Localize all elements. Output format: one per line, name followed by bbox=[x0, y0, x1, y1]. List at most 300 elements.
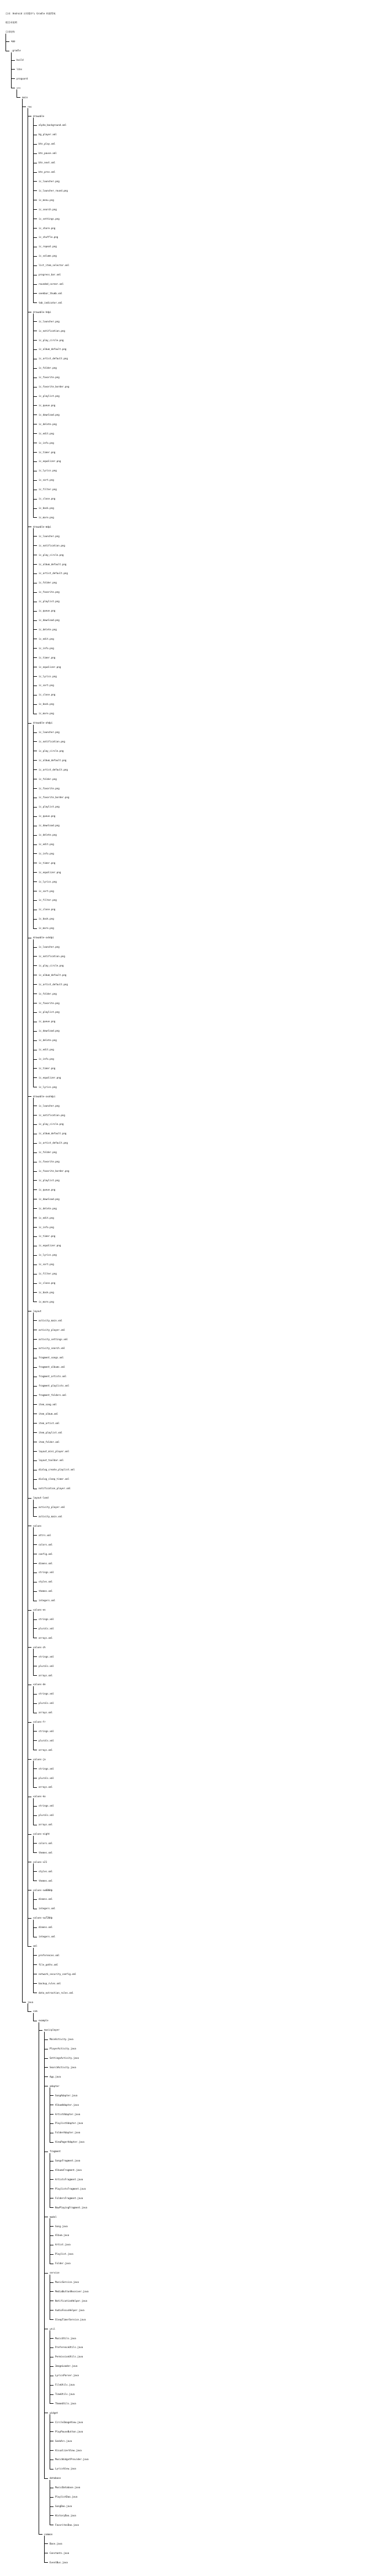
tree-item: MediaButtonReceiver.java bbox=[55, 2290, 89, 2293]
tree-item: ic_notification.png bbox=[39, 954, 65, 958]
tree-item: PlayerActivity.java bbox=[50, 2047, 76, 2051]
tree-item: strings.xml bbox=[39, 1571, 54, 1574]
tree-item: ic_notification.png bbox=[39, 544, 65, 547]
tree-connector bbox=[33, 1740, 37, 1741]
tree-item: item_song.xml bbox=[39, 1403, 57, 1406]
tree-connector bbox=[33, 984, 37, 985]
tree-item: ic_folder.png bbox=[39, 581, 57, 585]
tree-item: dialog_create_playlist.xml bbox=[39, 1468, 75, 1472]
tree-connector bbox=[39, 2030, 42, 2031]
tree-connector bbox=[33, 1189, 37, 1190]
tree-connector bbox=[28, 1096, 31, 1097]
tree-branch-line bbox=[33, 1313, 34, 1488]
tree-item: backup_rules.xml bbox=[39, 1982, 61, 1985]
tree-connector bbox=[50, 2450, 53, 2451]
tree-item: styles.xml bbox=[39, 1580, 53, 1584]
tree-item: EventBus.java bbox=[50, 2561, 68, 2564]
tree-item: common bbox=[44, 2532, 53, 2536]
tree-connector bbox=[33, 461, 37, 462]
tree-item: NotificationHelper.java bbox=[55, 2299, 87, 2302]
tree-item: ImageLoader.java bbox=[55, 2365, 78, 2368]
tree-item: ic_queue.png bbox=[39, 403, 56, 407]
tree-item: values-ja bbox=[33, 1757, 46, 1761]
tree-item: ic_timer.png bbox=[39, 861, 56, 864]
tree-item: drawable bbox=[33, 114, 45, 118]
tree-item: MusicUtils.java bbox=[55, 2336, 76, 2340]
tree-item: ArtistAdapter.java bbox=[55, 2112, 81, 2116]
tree-connector bbox=[33, 293, 37, 294]
tree-connector bbox=[33, 1115, 37, 1116]
tree-branch-line bbox=[33, 1920, 34, 1937]
tree-item: ic_lyrics.png bbox=[39, 880, 57, 883]
tree-connector bbox=[50, 2319, 53, 2320]
tree-connector bbox=[33, 1852, 37, 1853]
tree-item: ic_launcher.png bbox=[39, 534, 60, 538]
tree-item: ic_volume.png bbox=[39, 254, 57, 258]
tree-connector bbox=[33, 872, 37, 873]
tree-item: activity_main.xml bbox=[39, 1319, 62, 1322]
tree-item: ic_play_circle.png bbox=[39, 749, 64, 752]
tree-item: ic_playlist.png bbox=[39, 600, 60, 603]
tree-item: ic_equalizer.png bbox=[39, 1244, 61, 1247]
tree-connector bbox=[33, 1040, 37, 1041]
tree-item: Constants.java bbox=[50, 2551, 69, 2554]
tree-connector bbox=[50, 2123, 53, 2124]
tree-item: fragment_albums.xml bbox=[39, 1366, 65, 1369]
tree-item: ic_info.png bbox=[39, 1058, 54, 1061]
tree-item: integers.xml bbox=[39, 1599, 56, 1602]
tree-item: ic_back.png bbox=[39, 1290, 54, 1294]
tree-connector bbox=[33, 1815, 37, 1816]
tree-branch-line bbox=[22, 99, 23, 2002]
tree-connector bbox=[39, 2534, 42, 2535]
tree-connector bbox=[33, 1451, 37, 1452]
tree-item: MusicDatabase.java bbox=[55, 2486, 81, 2489]
tree-connector bbox=[33, 844, 37, 845]
tree-connector bbox=[33, 1899, 37, 1900]
tree-item: arrays.xml bbox=[39, 1823, 53, 1826]
tree-connector bbox=[50, 2207, 53, 2208]
tree-item: plurals.xml bbox=[39, 1776, 54, 1780]
tree-connector bbox=[33, 1656, 37, 1657]
tree-connector bbox=[33, 1255, 37, 1256]
tree-item: fragment_playlists.xml bbox=[39, 1384, 69, 1388]
tree-item: ic_album_default.png bbox=[39, 758, 67, 762]
tree-connector bbox=[50, 2515, 53, 2516]
tree-item: drawable-xxxhdpi bbox=[33, 1095, 56, 1098]
tree-item: Base.java bbox=[50, 2542, 62, 2545]
tree-item: ic_download.png bbox=[39, 1029, 60, 1033]
tree-connector bbox=[33, 1871, 37, 1872]
tree-connector bbox=[33, 592, 37, 593]
tree-connector bbox=[44, 2273, 48, 2274]
tree-item: MusicWidgetProvider.java bbox=[55, 2458, 89, 2461]
tree-connector bbox=[28, 1834, 31, 1835]
tree-item: ic_timer.png bbox=[39, 450, 56, 454]
tree-item: ic_more.png bbox=[39, 1300, 54, 1303]
tree-item: strings.xml bbox=[39, 1729, 54, 1733]
tree-item: values bbox=[33, 1524, 42, 1527]
tree-connector bbox=[33, 816, 37, 817]
tree-item: HistoryDao.java bbox=[55, 2514, 76, 2517]
tree-item: drawable-mdpi bbox=[33, 525, 51, 528]
tree-connector bbox=[33, 1964, 37, 1965]
tree-item: ic_album_default.png bbox=[39, 348, 67, 351]
tree-connector bbox=[33, 368, 37, 369]
tree-item: PlaylistDao.java bbox=[55, 2495, 78, 2499]
tree-connector bbox=[33, 340, 37, 341]
tree-branch-line bbox=[33, 1686, 34, 1713]
tree-item: PlaylistAdapter.java bbox=[55, 2122, 83, 2125]
tree-item: ic_favorite.png bbox=[39, 1160, 60, 1164]
tree-connector bbox=[33, 302, 37, 303]
tree-item: ic_info.png bbox=[39, 1225, 54, 1229]
tree-item: PlayPauseButton.java bbox=[55, 2430, 83, 2433]
tree-connector bbox=[33, 835, 37, 836]
tree-connector bbox=[33, 629, 37, 630]
tree-connector bbox=[28, 1498, 31, 1499]
tree-item: rounded_corner.xml bbox=[39, 283, 64, 286]
tree-item: ic_delete.png bbox=[39, 628, 57, 631]
tree-connector bbox=[50, 2506, 53, 2507]
tree-item: ic_artist_default.png bbox=[39, 982, 68, 986]
tree-connector bbox=[33, 1694, 37, 1695]
tree-item: Artist.java bbox=[55, 2243, 71, 2246]
tree-connector bbox=[33, 611, 37, 612]
tree-item: ic_edit.png bbox=[39, 1048, 54, 1051]
tree-connector bbox=[50, 2114, 53, 2115]
tree-item: ic_back.png bbox=[39, 507, 54, 510]
tree-item: ic_favorite_border.png bbox=[39, 385, 69, 389]
tree-item: TimeUtils.java bbox=[55, 2393, 75, 2396]
tree-connector bbox=[33, 1703, 37, 1704]
tree-connector bbox=[33, 321, 37, 322]
tree-item: ic_folder.png bbox=[39, 992, 57, 995]
tree-item: ic_repeat.png bbox=[39, 245, 57, 248]
tree-connector bbox=[33, 190, 37, 191]
tree-connector bbox=[44, 2039, 48, 2040]
tree-item: ic_launcher.png bbox=[39, 320, 60, 323]
tree-item: VisualizerView.java bbox=[55, 2448, 82, 2452]
tree-item: values-sw720dp bbox=[33, 1916, 53, 1920]
tree-item: ViewPagerAdapter.java bbox=[55, 2141, 84, 2144]
tree-connector bbox=[33, 704, 37, 705]
tree-item: layout_mini_player.xml bbox=[39, 1449, 69, 1453]
tree-connector bbox=[33, 1208, 37, 1209]
tree-item: ic_launcher.png bbox=[39, 946, 60, 949]
tree-connector bbox=[33, 919, 37, 920]
tree-connector bbox=[50, 2254, 53, 2255]
tree-connector bbox=[33, 237, 37, 238]
tree-item: ic_equalizer.png bbox=[39, 1076, 61, 1079]
tree-item: NowPlayingFragment.java bbox=[55, 2206, 87, 2209]
tree-connector bbox=[33, 732, 37, 733]
tree-item: values-sw600dp bbox=[33, 1888, 53, 1892]
tree-item: app bbox=[11, 40, 15, 43]
tree-connector bbox=[33, 1077, 37, 1078]
tree-connector bbox=[50, 2179, 53, 2180]
tree-connector bbox=[33, 1236, 37, 1237]
tree-item: ic_back.png bbox=[39, 703, 54, 706]
tree-connector bbox=[33, 1983, 37, 1984]
tree-connector bbox=[33, 1012, 37, 1013]
tree-item: ic_play_circle.png bbox=[39, 338, 64, 342]
tree-item: ic_album_default.png bbox=[39, 1132, 67, 1135]
tree-item: preferences.xml bbox=[39, 1953, 60, 1957]
tree-item: config.xml bbox=[39, 1552, 53, 1555]
tree-item: ic_close.png bbox=[39, 693, 56, 697]
tree-item: colors.xml bbox=[39, 1543, 53, 1546]
tree-item: dialog_sleep_timer.xml bbox=[39, 1478, 69, 1481]
tree-item: plurals.xml bbox=[39, 1664, 54, 1667]
tree-connector bbox=[33, 1563, 37, 1564]
tree-connector bbox=[33, 1787, 37, 1788]
tree-connector bbox=[33, 1152, 37, 1153]
tree-item: alpha_background.xml bbox=[39, 124, 67, 127]
tree-item: model bbox=[50, 2215, 57, 2218]
tree-item: ArtistsFragment.java bbox=[55, 2177, 83, 2181]
tree-item: SongsFragment.java bbox=[55, 2159, 81, 2163]
tree-item: values-night bbox=[33, 1833, 50, 1836]
tree-connector bbox=[50, 2310, 53, 2311]
tree-item: ic_launcher.png bbox=[39, 1104, 60, 1107]
tree-item: PermissionUtils.java bbox=[55, 2355, 83, 2359]
tree-branch-line bbox=[33, 725, 34, 928]
tree-connector bbox=[33, 1955, 37, 1956]
tree-item: ic_edit.png bbox=[39, 637, 54, 640]
tree-connector bbox=[11, 69, 15, 70]
tree-connector bbox=[50, 2497, 53, 2498]
tree-item: build bbox=[17, 59, 24, 62]
tree-item: ic_favorite.png bbox=[39, 787, 60, 790]
tree-item: arrays.xml bbox=[39, 1636, 53, 1639]
tree-connector bbox=[33, 807, 37, 808]
tree-item: AudioFocusHelper.java bbox=[55, 2308, 84, 2312]
tree-connector bbox=[33, 144, 37, 145]
tree-connector bbox=[50, 2291, 53, 2292]
tree-item: ic_filter.png bbox=[39, 488, 57, 491]
tree-item: ic_play_circle.png bbox=[39, 553, 64, 556]
tree-item: ic_sort.png bbox=[39, 889, 54, 893]
tree-item: ic_close.png bbox=[39, 908, 56, 911]
tree-item: item_playlist.xml bbox=[39, 1431, 62, 1434]
tree-item: arrays.xml bbox=[39, 1748, 53, 1751]
tree-item: SleepTimerService.java bbox=[55, 2318, 86, 2321]
tree-connector bbox=[33, 349, 37, 350]
tree-item: ic_lyrics.png bbox=[39, 1254, 57, 1257]
tree-item: layout bbox=[33, 1309, 42, 1313]
tree-item: strings.xml bbox=[39, 1804, 54, 1808]
tree-connector bbox=[28, 1722, 31, 1723]
tree-item: fragment bbox=[50, 2150, 61, 2153]
tree-connector bbox=[33, 1544, 37, 1545]
tree-item: ic_info.png bbox=[39, 646, 54, 650]
tree-item: ic_more.png bbox=[39, 712, 54, 715]
tree-item: bg_player.xml bbox=[39, 133, 57, 136]
tree-branch-line bbox=[33, 2013, 34, 2021]
tree-item: ic_download.png bbox=[39, 824, 60, 827]
tree-branch-line bbox=[33, 1612, 34, 1638]
tree-connector bbox=[33, 181, 37, 182]
tree-branch-line bbox=[33, 1098, 34, 1302]
tree-item: fragment_folders.xml bbox=[39, 1394, 67, 1397]
tree-item: strings.xml bbox=[39, 1767, 54, 1770]
tree-item: themes.xml bbox=[39, 1879, 53, 1882]
tree-item: ic_timer.png bbox=[39, 1066, 56, 1070]
tree-item: ic_album_default.png bbox=[39, 562, 67, 566]
tree-item: FavoritesDao.java bbox=[55, 2523, 79, 2526]
tree-item: ic_equalizer.png bbox=[39, 665, 61, 668]
tree-connector bbox=[33, 1068, 37, 1069]
tree-item: ic_favorite.png bbox=[39, 376, 60, 379]
tree-item: ic_equalizer.png bbox=[39, 460, 61, 463]
tree-connector bbox=[44, 2543, 48, 2544]
tree-item: service bbox=[50, 2271, 60, 2275]
tree-connector bbox=[33, 657, 37, 658]
tree-connector bbox=[33, 1423, 37, 1424]
tree-item: java bbox=[28, 2000, 34, 2004]
tree-item: AlbumAdapter.java bbox=[55, 2103, 79, 2106]
tree-connector bbox=[33, 1768, 37, 1769]
tree-item: SearchActivity.java bbox=[50, 2065, 76, 2069]
tree-item: ic_lyrics.png bbox=[39, 1085, 57, 1088]
tree-item: ic_close.png bbox=[39, 1282, 56, 1285]
tree-item: FolderAdapter.java bbox=[55, 2131, 81, 2134]
tree-connector bbox=[44, 2562, 48, 2563]
tree-connector bbox=[33, 1460, 37, 1461]
tree-item: ic_delete.png bbox=[39, 1039, 57, 1042]
tree-branch-line bbox=[44, 2032, 45, 2478]
tree-connector bbox=[33, 769, 37, 770]
tree-item: main bbox=[22, 95, 28, 99]
tree-item: res bbox=[28, 105, 32, 108]
tree-branch-line bbox=[33, 1500, 34, 1517]
tree-connector bbox=[33, 1535, 37, 1536]
tree-item: activity_settings.xml bbox=[39, 1337, 68, 1341]
tree-connector bbox=[33, 1386, 37, 1387]
tree-item: ic_favorite.png bbox=[39, 1001, 60, 1005]
tree-item: xml bbox=[33, 1945, 38, 1948]
tree-item: ic_edit.png bbox=[39, 432, 54, 435]
tree-connector bbox=[50, 2095, 53, 2096]
tree-item: activity_main.xml bbox=[39, 1515, 62, 1518]
tree-item: ThemeUtils.java bbox=[55, 2402, 76, 2405]
tree-connector bbox=[17, 97, 20, 98]
tree-connector bbox=[33, 433, 37, 434]
tree-connector bbox=[28, 723, 31, 724]
tree-connector bbox=[33, 1031, 37, 1032]
tree-item: SeekArc.java bbox=[55, 2439, 72, 2442]
tree-item: ic_delete.png bbox=[39, 422, 57, 426]
tree-item: ic_notification.png bbox=[39, 1113, 65, 1117]
tree-item: ic_timer.png bbox=[39, 656, 56, 659]
tree-item: ic_favorite.png bbox=[39, 591, 60, 594]
tree-item: musicplayer bbox=[44, 2028, 60, 2032]
tree-item: values-zh bbox=[33, 1645, 46, 1649]
tree-connector bbox=[28, 2011, 31, 2012]
tree-item: plurals.xml bbox=[39, 1702, 54, 1705]
tree-connector bbox=[33, 956, 37, 957]
tree-connector bbox=[33, 1516, 37, 1517]
tree-item: ic_back.png bbox=[39, 917, 54, 921]
tree-item: arrays.xml bbox=[39, 1711, 53, 1714]
tree-item: values-en bbox=[33, 1608, 46, 1612]
tree-item: values-v21 bbox=[33, 1860, 47, 1863]
tree-item: ic_launcher.png bbox=[39, 731, 60, 734]
tree-item: activity_player.xml bbox=[39, 1506, 65, 1509]
tree-item: ic_queue.png bbox=[39, 1020, 56, 1023]
tree-branch-line bbox=[33, 118, 34, 302]
tree-branch-line bbox=[33, 1761, 34, 1787]
tree-branch-line bbox=[33, 314, 34, 517]
tree-connector bbox=[22, 2002, 26, 2003]
tree-item: fragment_artists.xml bbox=[39, 1375, 67, 1378]
tree-connector bbox=[33, 1843, 37, 1844]
tree-item: btn_play.xml bbox=[39, 142, 56, 146]
tree-connector bbox=[33, 620, 37, 621]
tree-item: SettingsActivity.java bbox=[50, 2057, 79, 2060]
tree-item: PreferenceUtils.java bbox=[55, 2346, 83, 2349]
tree-connector bbox=[33, 1348, 37, 1349]
tree-item: ic_info.png bbox=[39, 852, 54, 855]
tree-item: dimens.xml bbox=[39, 1898, 53, 1901]
tree-connector bbox=[33, 499, 37, 500]
tree-connector bbox=[33, 284, 37, 285]
tree-item: ic_close.png bbox=[39, 497, 56, 501]
tree-connector bbox=[33, 1320, 37, 1321]
tree-item: ic_queue.png bbox=[39, 1188, 56, 1191]
tree-item: ic_share.png bbox=[39, 226, 56, 230]
tree-connector bbox=[33, 1339, 37, 1340]
tree-connector bbox=[33, 965, 37, 966]
tree-item: ic_artist_default.png bbox=[39, 357, 68, 360]
tree-item: ic_folder.png bbox=[39, 367, 57, 370]
tree-connector bbox=[33, 228, 37, 229]
tree-item: ic_shuffle.png bbox=[39, 236, 58, 239]
tree-item: ic_artist_default.png bbox=[39, 768, 68, 771]
tree-connector bbox=[33, 265, 37, 266]
tree-item: strings.xml bbox=[39, 1655, 54, 1658]
tree-branch-line bbox=[11, 52, 12, 88]
tree-branch-line bbox=[33, 939, 34, 1087]
tree-connector bbox=[33, 1591, 37, 1592]
tree-connector bbox=[33, 1675, 37, 1676]
tree-item: ic_equalizer.png bbox=[39, 870, 61, 874]
tree-item: proguard bbox=[17, 77, 28, 80]
tree-item: adapter bbox=[50, 2084, 60, 2088]
tree-connector bbox=[33, 1171, 37, 1172]
tree-item: ic_edit.png bbox=[39, 1216, 54, 1219]
tree-item: drawable-hdpi bbox=[33, 310, 51, 314]
tree-item: values-fr bbox=[33, 1720, 46, 1724]
tree-connector bbox=[33, 1143, 37, 1144]
tree-item: SongDao.java bbox=[55, 2505, 72, 2508]
tree-item: arrays.xml bbox=[39, 1786, 53, 1789]
tree-connector bbox=[33, 1927, 37, 1928]
tree-branch-line bbox=[33, 1724, 34, 1750]
tree-item: .gradle bbox=[11, 49, 21, 52]
tree-item: Album.java bbox=[55, 2234, 69, 2237]
tree-branch-line bbox=[33, 1649, 34, 1675]
tree-connector bbox=[33, 853, 37, 854]
tree-item: ic_download.png bbox=[39, 1197, 60, 1201]
tree-connector bbox=[33, 1731, 37, 1732]
tree-item: file_paths.xml bbox=[39, 1963, 58, 1966]
tree-item: ic_favorite_border.png bbox=[39, 1170, 69, 1173]
tree-item: list_item_selector.xml bbox=[39, 264, 69, 267]
tree-item: widget bbox=[50, 2411, 58, 2414]
tree-connector bbox=[33, 1227, 37, 1228]
